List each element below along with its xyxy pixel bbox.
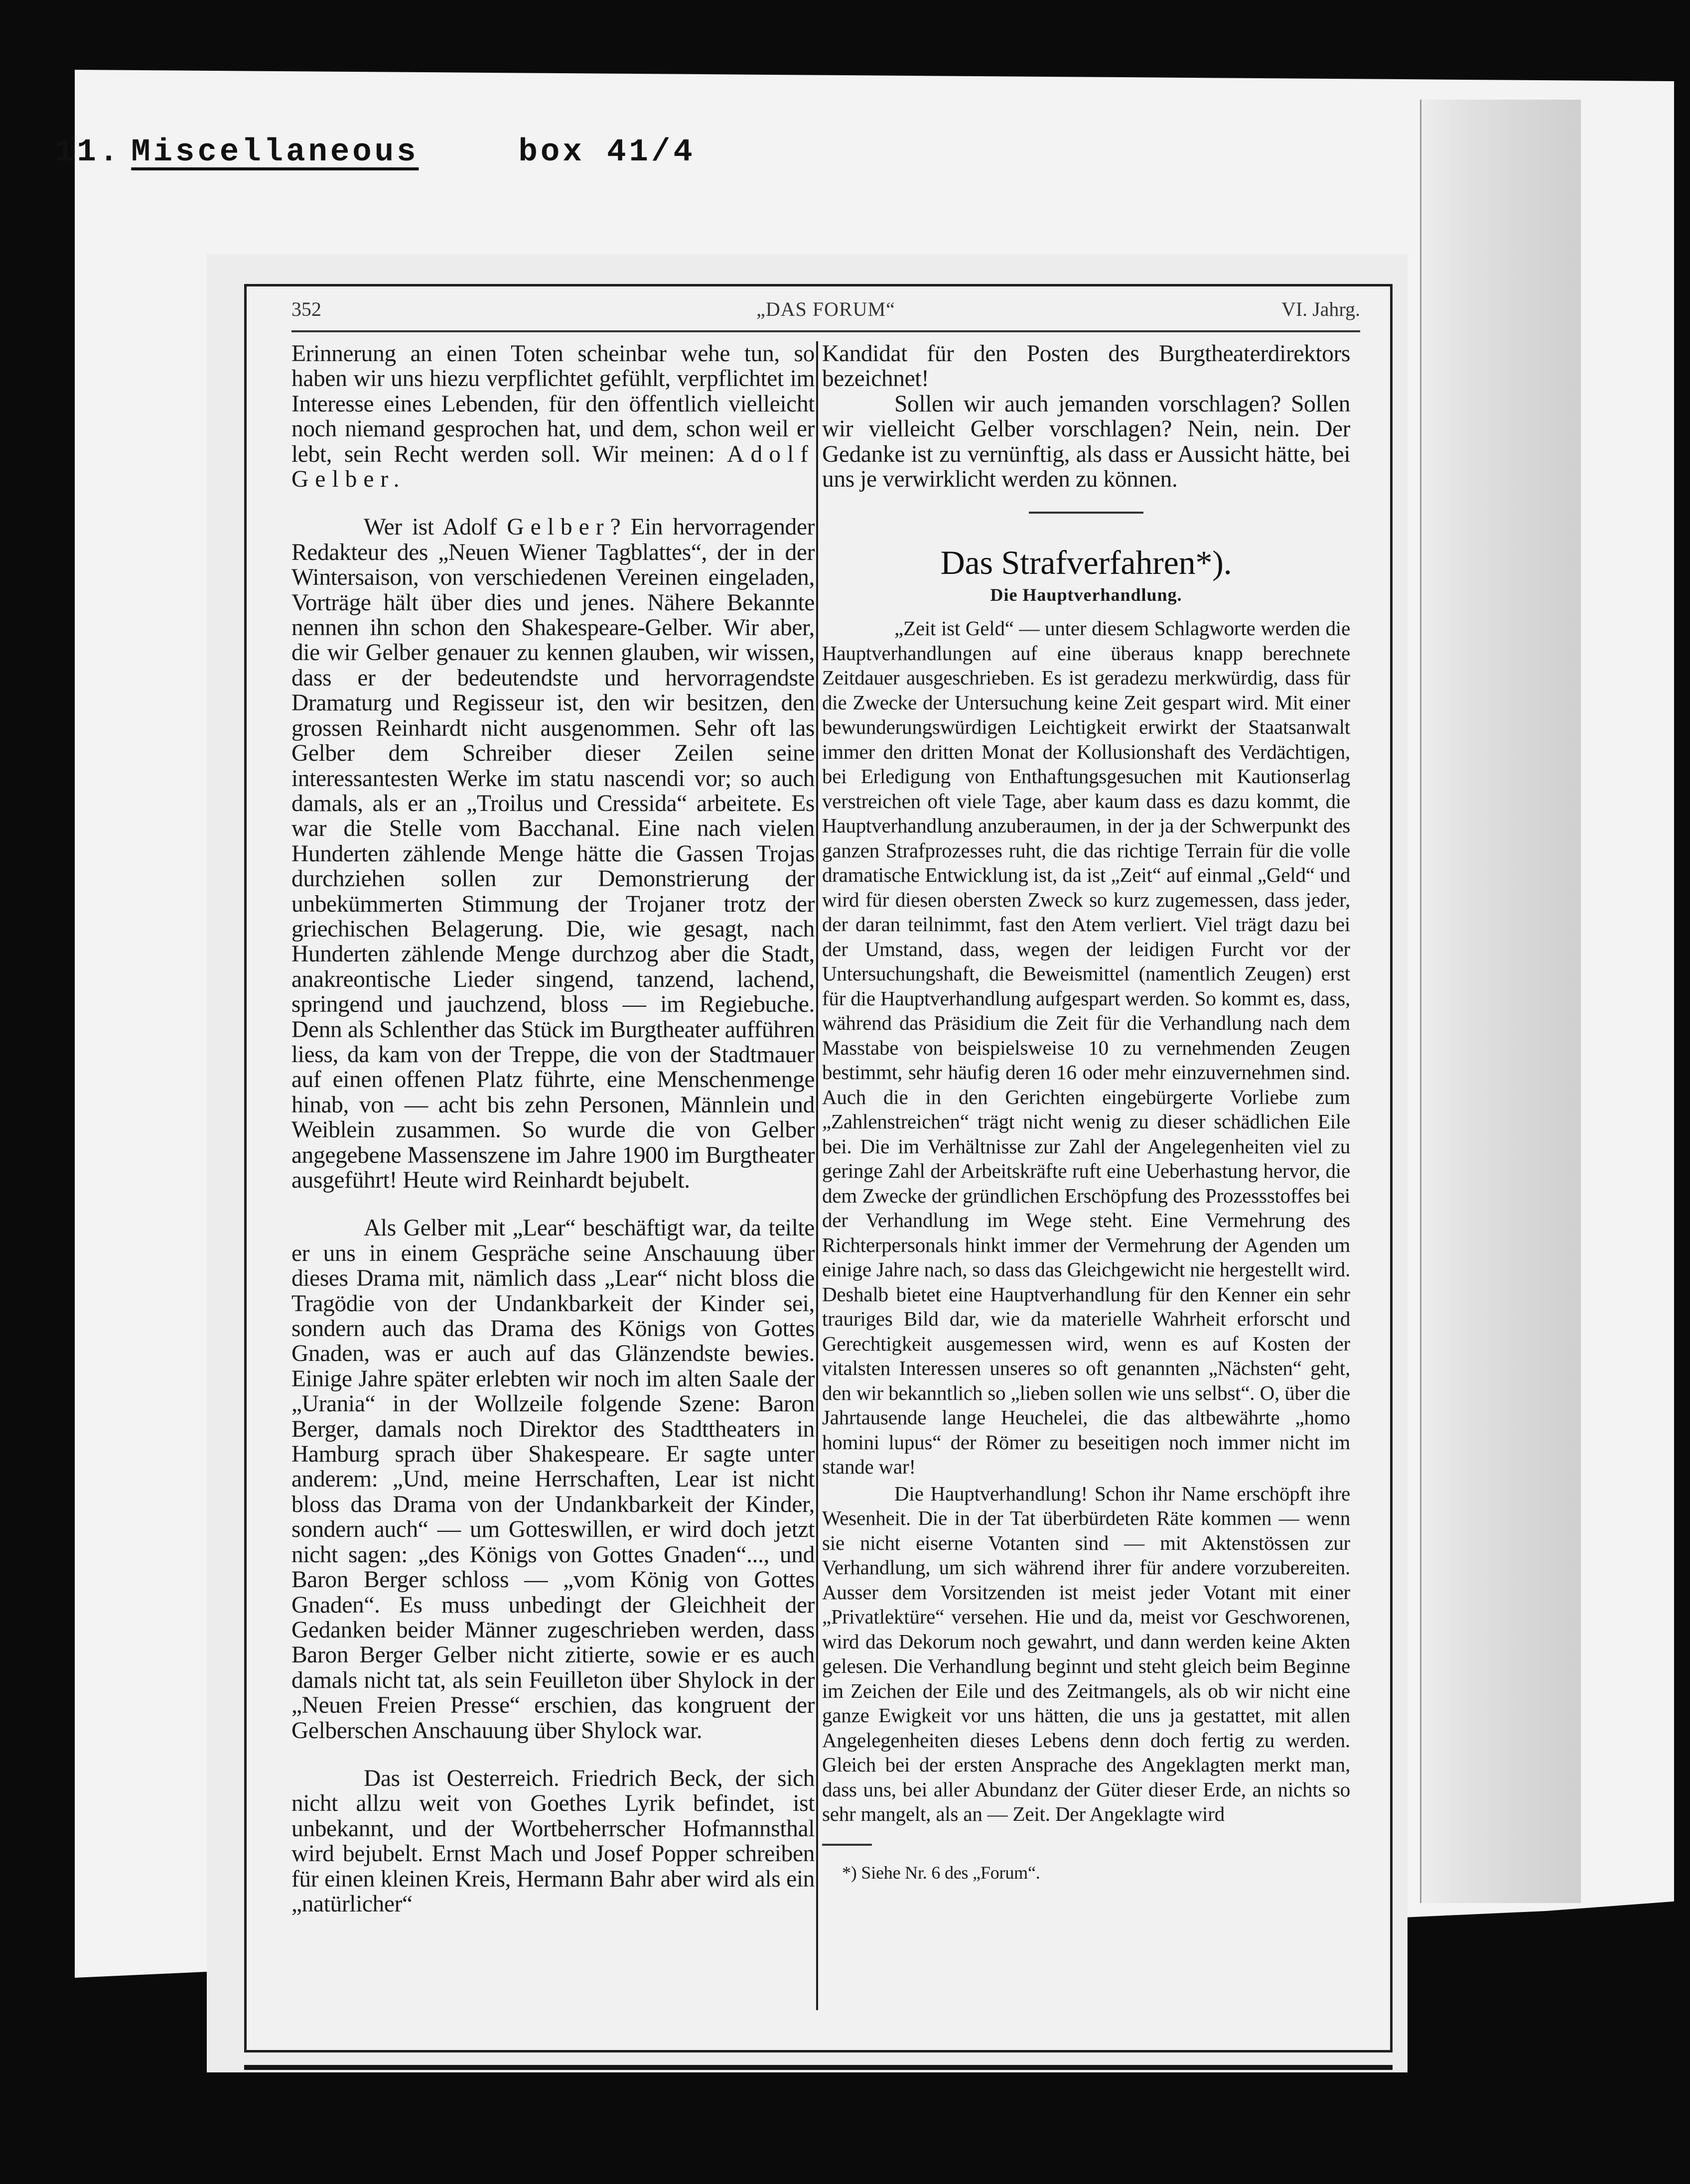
right-column <box>822 341 1350 1884</box>
running-head <box>291 297 1360 327</box>
paragraph-text: ? Ein hervorragender Redakteur des „Neuen Wiener Tagblattes“, der in der Wintersaison, von verschiedenen Vereinen eingeladen, Vorträge hält über dies und jenes. Nähere Bekannte nennen ihn schon den Shakespeare-Gelber. Wir aber, die wir Gelber genauer zu kennen glauben, wir wissen, dass er der bedeutendste und hervorragendste Dramaturg und Regisseur ist, den wir besitzen, den grossen Reinhardt nicht ausgenommen. Sehr oft las Gelber dem Schreiber dieser Zeilen seine interessantesten Werke im statu nascendi vor; so auch damals, als er an „Troilus und Cressida“ arbeitete. Es war die Stelle vom Bacchanal. Eine nach vielen Hunderten zählende Menge hätte die Gassen Trojas durchziehen sollen zur Demonstrierung der unbekümmerten Stimmung der Trojaner trotz der griechischen Belagerung. Die, wie gesagt, nach Hunderten zählende Menge durchzog aber die Stadt, anakreontische Lieder singend, tanzend, lachend, springend und jauchzend, bloss — im Regiebuche. Denn als Schlenther das Stück im Burgtheater aufführen liess, da kam von der Treppe, die von der Stadtmauer auf einen offenen Platz führte, eine Menschenmenge hinab, von — acht bis zehn Personen, Männlein und Weiblein zusammen. So wurde die von Gelber angegebene Massenszene im Jahre 1900 im Burgtheater ausgeführt! Heute wird Reinhardt bejubelt. <box>291 514 815 1193</box>
folder-category: Miscellaneous <box>131 135 419 170</box>
emphasized-name: Gelber <box>507 514 610 541</box>
paragraph: „Zeit ist Geld“ — unter diesem Schlagworte werden die Hauptverhandlungen auf eine überaus knapp berechnete Zeitdauer ausgeschrieben. Es ist geradezu merkwürdig, dass für die Zwecke der Untersuchung keine Zeit gespart wird. Mit einer bewunderungswürdigen Leichtigkeit erwirkt der Staatsanwalt immer den dritten Monat der Kollusionshaft des Verdächtigen, bei Erledigung von Enthaftungsgesuchen mit Kautionserlag verstreichen oft viele Tage, aber kaum dass es dazu kommt, die Hauptverhandlung anzuberaumen, in der ja der Schwerpunkt des ganzen Strafprozesses ruht, die das richtige Terrain für die volle dramatische Entwicklung ist, da ist „Zeit“ auf einmal „Geld“ und wird für diesen obersten Zweck so kurz zugemessen, dass jeder, der daran teilnimmt, fast den Atem verliert. Viel trägt dazu bei der Umstand, dass, wegen der leidigen Furcht vor der Untersuchungshaft, die Beweismittel (namentlich Zeugen) erst für die Hauptverhandlung aufgespart werden. So kommt es, dass, während das Präsidium die Zeit für die Verhandlung nach dem Masstabe von beispielsweise 10 zu vernehmenden Zeugen bestimmt, sehr häufig deren 16 oder mehr einzuvernehmen sind. Auch die in den Gerichten eingebürgerte Vorliebe zum „Zahlenstreichen“ trägt nicht wenig zu dieser schädlichen Eile bei. Die im Verhältnisse zur Zahl der Angelegenheiten viel zu geringe Zahl der Arbeitskräfte ruft eine Ueberhastung hervor, die dem Zwecke der gründlichen Erschöpfung des Prozessstoffes bei der Verhandlung im Wege steht. Eine Vermehrung des Richterpersonals hinkt immer der Vermehrung der Agenden um einige Jahre nach, so dass das Gleichgewicht nie hergestellt wird. Deshalb bietet eine Hauptverhandlung für den Kenner ein sehr trauriges Bild dar, wie da materielle Wahrheit erforscht und Gerechtigkeit ausgemessen wird, wenn es auf Kosten der vitalsten Interessen unseres so oft genannten „Nächsten“ geht, den wir bekanntlich so „lieben sollen wie uns selbst“. O, über die Jahrtausende lange Heuchelei, die das altbewährte „homo homini lupus“ der Römer zu beseitigen noch immer nicht im stande war! <box>822 617 1350 1479</box>
emphasized-name: Adolf Gelber. <box>291 441 815 493</box>
paragraph <box>291 341 815 492</box>
paragraph: Kandidat für den Posten des Burgtheaterdirektors bezeichnet! <box>822 341 1350 392</box>
paragraph-text: Wer ist Adolf <box>364 514 507 541</box>
paragraph-text: Erinnerung an einen Toten scheinbar wehe tun, so haben wir uns hiezu verpflichtet gefühlt, verpflichtet im Interesse eines Lebenden, für den öffentlich vielleicht noch niemand gesprochen hat, und dem, schon weil er lebt, sein Recht werden soll. Wir meinen: <box>291 341 815 467</box>
footnote: *) Siehe Nr. 6 des „Forum“. <box>842 1862 1040 1883</box>
footnote-rule <box>822 1844 872 1846</box>
paragraph: Das ist Oesterreich. Friedrich Beck, der sich nicht allzu weit von Goethes Lyrik befindet, ist unbekannt, und der Wortbeherrscher Hofmannsthal wird bejubelt. Ernst Mach und Josef Popper schreiben für einen kleinen Kreis, Hermann Bahr aber wird als ein „natürlicher“ <box>291 1765 815 1917</box>
box-number: box 41/4 <box>518 135 696 170</box>
volume-label: VI. Jahrg. <box>1281 298 1360 320</box>
paragraph: Als Gelber mit „Lear“ beschäftigt war, da teilte er uns in einem Gespräche seine Anschauung über dieses Drama mit, nämlich dass „Lear“ nicht bloss die Tragödie von der Undankbarkeit der Kinder sei, sondern auch das Drama des Königs von Gottes Gnaden, was er auch auf das Glänzendste bewies. Einige Jahre später erlebten wir noch im alten Saale der „Urania“ in der Wollzeile folgende Szene: Baron Berger, damals noch Direktor des Stadttheaters in Hamburg sprach über Shakespeare. Er sagte unter anderem: „Und, meine Herrschaften, Lear ist nicht bloss das Drama von der Undankbarkeit der Kinder, sondern auch“ — um Gotteswillen, er wird doch jetzt nicht sagen: „des Königs von Gottes Gnaden“..., und Baron Berger schloss — „vom König von Gottes Gnaden“. Es muss unbedingt der Gleichheit der Gedanken beider Männer zugeschrieben werden, dass Baron Berger Gelber nicht zitierte, sowie er es auch damals nicht tat, als sein Feuilleton über Shylock in der „Neuen Freien Presse“ erschien, das kongruent der Gelberschen Anschauung über Shylock war. <box>291 1215 815 1744</box>
page-number: 352 <box>291 298 321 320</box>
continued-text <box>822 341 1350 492</box>
paragraph: Die Hauptverhandlung! Schon ihr Name erschöpft ihre Wesenheit. Die in der Tat überbürdeten Räte kommen — wenn sie nicht eiserne Votanten sind — mit Aktenstössen zur Verhandlung, um sich während ihrer für andere vorzubereiten. Ausser dem Vorsitzenden ist meist jeder Votant mit einer „Privatlektüre“ versehen. Hie und da, meist vor Geschworenen, wird das Dekorum noch gewahrt, und dann werden keine Akten gelesen. Die Verhandlung beginnt und steht gleich beim Beginne im Zeichen der Eile und des Zeitmangels, als ob wir nicht eine ganze Ewigkeit vor uns hätten, die uns ja gestattet, mit allen Angelegenheiten dieses Lebens denn doch fertig zu werden. Gleich bei der ersten Ansprache des Angeklagten merkt man, dass uns, bei aller Abundanz der Güter dieser Erde, an nichts so sehr mangelt, als an — Zeit. Der Angeklagte wird <box>822 1482 1350 1826</box>
folder-label <box>55 135 802 189</box>
column-divider <box>816 341 818 2010</box>
newspaper-clipping <box>244 284 1393 2052</box>
folder-number: 11. <box>55 135 122 170</box>
section-rule <box>1029 512 1143 514</box>
left-column <box>291 341 815 1916</box>
paragraph: Sollen wir auch jemanden vorschlagen? Sollen wir vielleicht Gelber vorschlagen? Nein, nein. Der Gedanke ist zu vernünftig, als dass er Aussicht hätte, bei uns je verwirklicht werden zu können. <box>822 391 1350 493</box>
section-title: Das Strafverfahren*). <box>940 544 1232 582</box>
paragraph <box>291 515 815 1193</box>
bottom-rule <box>244 2065 1393 2070</box>
journal-title: „DAS FORUM“ <box>756 298 895 320</box>
section-subtitle: Die Hauptverhandlung. <box>990 585 1182 605</box>
header-rule <box>291 330 1360 332</box>
underlying-page-edge <box>1420 100 1581 1903</box>
